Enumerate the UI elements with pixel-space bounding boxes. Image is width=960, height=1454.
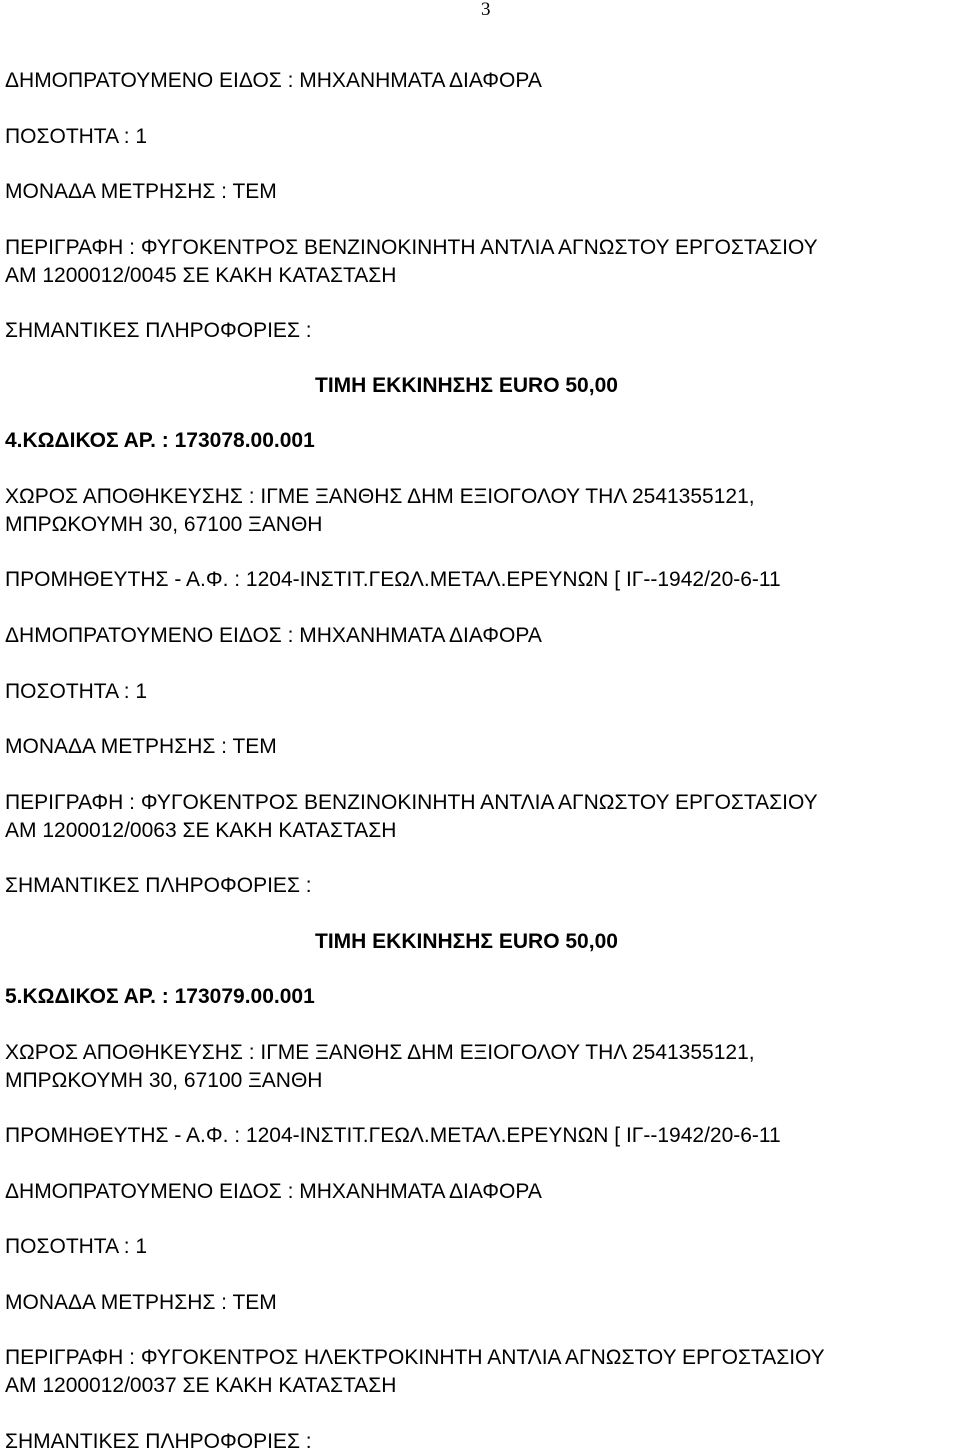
description-line-2: ΑΜ 1200012/0045 ΣΕ ΚΑΚΗ ΚΑΤΑΣΤΑΣΗ	[5, 264, 397, 287]
unit-line: ΜΟΝΑΔΑ ΜΕΤΡΗΣΗΣ : ΤΕΜ	[5, 735, 277, 758]
starting-price: ΤΙΜΗ ΕΚΚΙΝΗΣΗΣ EURO 50,00	[315, 374, 618, 397]
description-line-2: ΑΜ 1200012/0063 ΣΕ ΚΑΚΗ ΚΑΤΑΣΤΑΣΗ	[5, 819, 397, 842]
description-line-1: ΠΕΡΙΓΡΑΦΗ : ΦΥΓΟΚΕΝΤΡΟΣ ΒΕΝΖΙΝΟΚΙΝΗΤΗ ΑΝΤΛΙΑ ΑΓΝΩΣΤΟΥ ΕΡΓΟΣΤΑΣΙΟΥ	[5, 791, 818, 814]
storage-line-2: ΜΠΡΩΚΟΥΜΗ 30, 67100 ΞΑΝΘΗ	[5, 513, 323, 536]
quantity-line: ΠΟΣΟΤΗΤΑ : 1	[5, 125, 148, 148]
supplier-line: ΠΡΟΜΗΘΕΥΤΗΣ - Α.Φ. : 1204-ΙΝΣΤΙΤ.ΓΕΩΛ.ΜΕΤΑΛ.ΕΡΕΥΝΩΝ [ ΙΓ--1942/20-6-11	[5, 1124, 781, 1147]
quantity-line: ΠΟΣΟΤΗΤΑ : 1	[5, 1235, 148, 1258]
storage-line-2: ΜΠΡΩΚΟΥΜΗ 30, 67100 ΞΑΝΘΗ	[5, 1069, 323, 1092]
item-code-heading: 5.ΚΩΔΙΚΟΣ ΑΡ. : 173079.00.001	[5, 985, 315, 1008]
item-type-line: ΔΗΜΟΠΡΑΤΟΥΜΕΝΟ ΕΙΔΟΣ : ΜΗΧΑΝΗΜΑΤΑ ΔΙΑΦΟΡΑ	[5, 69, 542, 92]
important-info-label: ΣΗΜΑΝΤΙΚΕΣ ΠΛΗΡΟΦΟΡΙΕΣ :	[5, 319, 312, 342]
important-info-label: ΣΗΜΑΝΤΙΚΕΣ ΠΛΗΡΟΦΟΡΙΕΣ :	[5, 1430, 312, 1453]
description-line-2: ΑΜ 1200012/0037 ΣΕ ΚΑΚΗ ΚΑΤΑΣΤΑΣΗ	[5, 1374, 397, 1397]
description-line-1: ΠΕΡΙΓΡΑΦΗ : ΦΥΓΟΚΕΝΤΡΟΣ ΗΛΕΚΤΡΟΚΙΝΗΤΗ ΑΝΤΛΙΑ ΑΓΝΩΣΤΟΥ ΕΡΓΟΣΤΑΣΙΟΥ	[5, 1346, 825, 1369]
item-type-line: ΔΗΜΟΠΡΑΤΟΥΜΕΝΟ ΕΙΔΟΣ : ΜΗΧΑΝΗΜΑΤΑ ΔΙΑΦΟΡΑ	[5, 1180, 542, 1203]
storage-line-1: ΧΩΡΟΣ ΑΠΟΘΗΚΕΥΣΗΣ : ΙΓΜΕ ΞΑΝΘΗΣ ΔΗΜ ΕΞΙΟΓΟΛΟΥ ΤΗΛ 2541355121,	[5, 485, 755, 508]
unit-line: ΜΟΝΑΔΑ ΜΕΤΡΗΣΗΣ : ΤΕΜ	[5, 180, 277, 203]
item-type-line: ΔΗΜΟΠΡΑΤΟΥΜΕΝΟ ΕΙΔΟΣ : ΜΗΧΑΝΗΜΑΤΑ ΔΙΑΦΟΡΑ	[5, 624, 542, 647]
item-code-heading: 4.ΚΩΔΙΚΟΣ ΑΡ. : 173078.00.001	[5, 429, 315, 452]
supplier-line: ΠΡΟΜΗΘΕΥΤΗΣ - Α.Φ. : 1204-ΙΝΣΤΙΤ.ΓΕΩΛ.ΜΕΤΑΛ.ΕΡΕΥΝΩΝ [ ΙΓ--1942/20-6-11	[5, 568, 781, 591]
starting-price: ΤΙΜΗ ΕΚΚΙΝΗΣΗΣ EURO 50,00	[315, 930, 618, 953]
page-number: 3	[481, 0, 491, 20]
important-info-label: ΣΗΜΑΝΤΙΚΕΣ ΠΛΗΡΟΦΟΡΙΕΣ :	[5, 874, 312, 897]
storage-line-1: ΧΩΡΟΣ ΑΠΟΘΗΚΕΥΣΗΣ : ΙΓΜΕ ΞΑΝΘΗΣ ΔΗΜ ΕΞΙΟΓΟΛΟΥ ΤΗΛ 2541355121,	[5, 1041, 755, 1064]
quantity-line: ΠΟΣΟΤΗΤΑ : 1	[5, 680, 148, 703]
unit-line: ΜΟΝΑΔΑ ΜΕΤΡΗΣΗΣ : ΤΕΜ	[5, 1291, 277, 1314]
description-line-1: ΠΕΡΙΓΡΑΦΗ : ΦΥΓΟΚΕΝΤΡΟΣ ΒΕΝΖΙΝΟΚΙΝΗΤΗ ΑΝΤΛΙΑ ΑΓΝΩΣΤΟΥ ΕΡΓΟΣΤΑΣΙΟΥ	[5, 236, 818, 259]
